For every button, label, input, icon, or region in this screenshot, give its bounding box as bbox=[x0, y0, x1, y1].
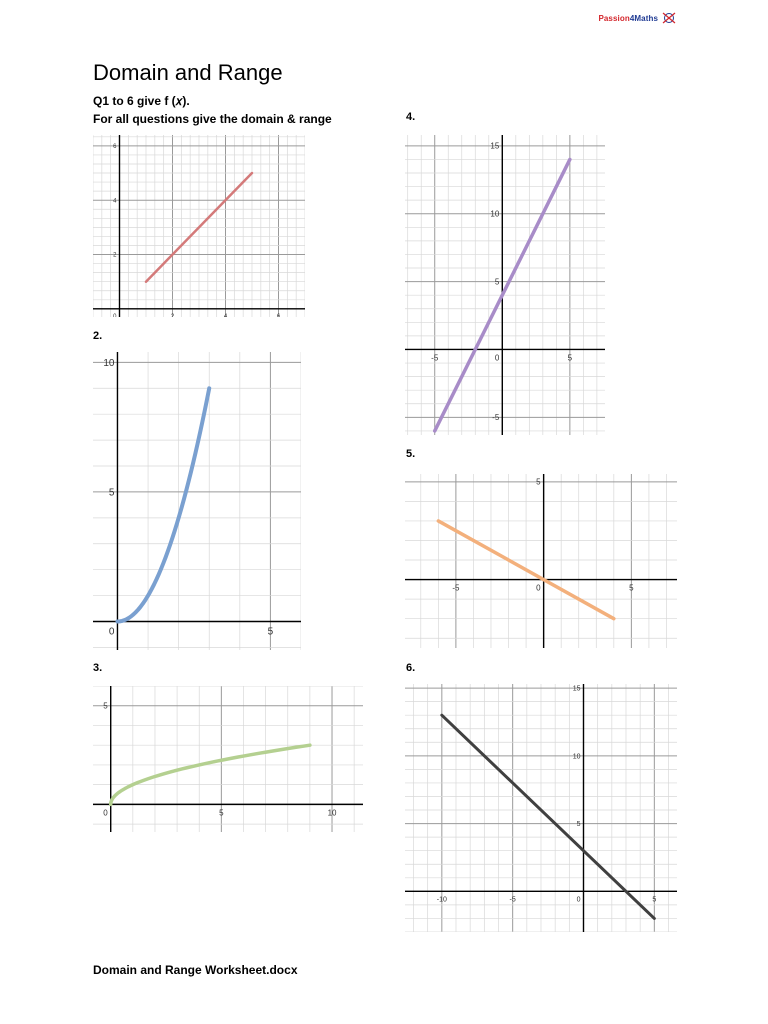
function-curve bbox=[111, 745, 310, 804]
y-tick-label: 15 bbox=[572, 685, 581, 693]
y-tick-label: 5 bbox=[103, 701, 108, 711]
y-tick-label: -5 bbox=[492, 413, 500, 423]
logo-text-4maths: 4Maths bbox=[629, 13, 658, 23]
x-tick-label: 5 bbox=[219, 808, 224, 818]
x-tick-label: -10 bbox=[436, 896, 447, 904]
x-tick-label: 0 bbox=[536, 583, 541, 593]
x-tick-label: 2 bbox=[170, 313, 175, 317]
x-tick-label: 5 bbox=[652, 896, 657, 904]
grid bbox=[93, 352, 301, 650]
question-number-3: 3. bbox=[93, 662, 103, 674]
x-tick-label: 4 bbox=[223, 313, 228, 317]
x-tick-label: 0 bbox=[494, 353, 500, 363]
graph-q6 bbox=[405, 684, 677, 932]
x-tick-label: 0 bbox=[576, 896, 581, 904]
x-tick-label: 5 bbox=[629, 583, 634, 593]
instruction-line-2: For all questions give the domain & range bbox=[93, 112, 332, 126]
x-tick-label: 10 bbox=[327, 808, 337, 818]
x-tick-label: 6 bbox=[276, 313, 281, 317]
function-curve bbox=[117, 388, 209, 621]
graph-q2 bbox=[93, 352, 301, 650]
function-curve bbox=[442, 715, 655, 918]
x-tick-label: -5 bbox=[452, 583, 460, 593]
question-number-6: 6. bbox=[406, 662, 416, 674]
x-tick-label: -5 bbox=[509, 896, 516, 904]
page-title: Domain and Range bbox=[93, 60, 283, 85]
x-tick-label: 5 bbox=[267, 626, 274, 638]
x-tick-label: 0 bbox=[103, 808, 108, 818]
x-tick-label: 0 bbox=[108, 626, 115, 638]
y-tick-label: 15 bbox=[490, 141, 500, 151]
x-tick-label: 5 bbox=[567, 353, 573, 363]
y-tick-label: 5 bbox=[494, 277, 500, 287]
y-tick-label: 5 bbox=[536, 477, 541, 487]
x-tick-label: 0 bbox=[113, 313, 117, 317]
y-tick-label: 5 bbox=[576, 821, 581, 829]
x-tick-label: -5 bbox=[431, 353, 439, 363]
graph-q5 bbox=[405, 474, 677, 648]
question-number-2: 2. bbox=[93, 330, 103, 342]
logo-text-passion: Passion bbox=[598, 13, 630, 23]
y-tick-label: 5 bbox=[108, 487, 115, 499]
y-tick-label: 4 bbox=[113, 198, 117, 205]
instruction-line-1: Q1 to 6 give f (𝑥). bbox=[93, 94, 190, 108]
y-tick-label: 2 bbox=[113, 252, 117, 259]
logo-icon bbox=[662, 12, 676, 24]
y-tick-label: 10 bbox=[103, 357, 115, 369]
y-tick-label: 10 bbox=[572, 753, 581, 761]
y-tick-label: 10 bbox=[490, 209, 500, 219]
grid bbox=[405, 474, 677, 648]
question-number-5: 5. bbox=[406, 448, 416, 460]
graph-q1 bbox=[93, 135, 305, 317]
graph-q3 bbox=[93, 686, 363, 832]
graph-q4 bbox=[405, 135, 605, 435]
passion4maths-logo bbox=[598, 12, 676, 24]
y-tick-label: 6 bbox=[113, 143, 117, 150]
footer-filename: Domain and Range Worksheet.docx bbox=[93, 963, 298, 977]
grid bbox=[405, 135, 605, 435]
question-number-4: 4. bbox=[406, 111, 416, 123]
